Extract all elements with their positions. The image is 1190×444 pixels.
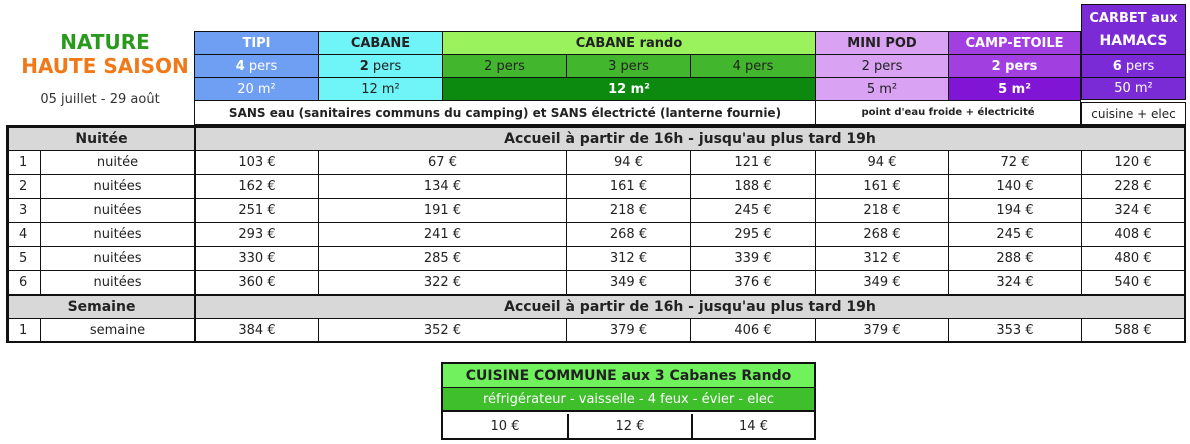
header-carbet-line1: CARBET aux: [1089, 10, 1178, 26]
section-nuitee-accueil: Accueil à partir de 16h - jusqu'au plus tard 19h: [194, 127, 1184, 150]
row-label: nuitées: [40, 198, 194, 222]
price-carbet: 228 €: [1081, 174, 1184, 198]
cuisine-price-3: 12 €: [567, 414, 691, 438]
area-camp-etoile: 5 m²: [948, 77, 1081, 100]
price-carbet: 540 €: [1081, 270, 1184, 294]
price-camp: 194 €: [948, 198, 1081, 222]
pers-tipi: 4 pers: [194, 54, 318, 77]
price-tipi: 162 €: [194, 174, 318, 198]
price-rando3: 218 €: [566, 198, 690, 222]
pers-cabane: 2 pers: [318, 54, 442, 77]
row-number: 2: [8, 174, 40, 198]
row-number: 1: [8, 318, 40, 342]
price-carbet: 480 €: [1081, 246, 1184, 270]
price-camp: 72 €: [948, 150, 1081, 174]
price-minipod: 94 €: [815, 150, 948, 174]
price-tipi: 330 €: [194, 246, 318, 270]
price-camp: 353 €: [948, 318, 1081, 342]
title-haute-saison: HAUTE SAISON: [21, 54, 189, 78]
cuisine-price-4: 14 €: [691, 414, 814, 438]
note-point-eau: point d'eau froide + électricité: [815, 100, 1081, 125]
price-rando4: 245 €: [690, 198, 815, 222]
price-cabane: 67 €: [318, 150, 566, 174]
price-camp: 288 €: [948, 246, 1081, 270]
price-minipod: 161 €: [815, 174, 948, 198]
price-cabane: 322 €: [318, 270, 566, 294]
price-cabane: 241 €: [318, 222, 566, 246]
price-rando3: 312 €: [566, 246, 690, 270]
price-carbet: 408 €: [1081, 222, 1184, 246]
note-sans-eau: SANS eau (sanitaires communs du camping) et SANS électricté (lanterne fournie): [194, 100, 815, 125]
price-camp: 245 €: [948, 222, 1081, 246]
title-nature: NATURE: [60, 30, 150, 54]
pers-rando-2: 2 pers: [442, 54, 566, 77]
price-rando4: 376 €: [690, 270, 815, 294]
row-label: semaine: [40, 318, 194, 342]
row-number: 3: [8, 198, 40, 222]
header-cabane: CABANE: [318, 31, 442, 54]
section-semaine-label: Semaine: [8, 294, 194, 318]
section-nuitee-label: Nuitée: [8, 127, 194, 150]
price-minipod: 218 €: [815, 198, 948, 222]
header-carbet-line2: HAMACS: [1099, 32, 1168, 49]
pers-rando-3: 3 pers: [566, 54, 690, 77]
cuisine-title: CUISINE COMMUNE aux 3 Cabanes Rando: [443, 364, 814, 388]
area-cabane: 12 m²: [318, 77, 442, 100]
row-label: nuitées: [40, 270, 194, 294]
cuisine-subtitle: réfrigérateur - vaisselle - 4 feux - évier - elec: [443, 388, 814, 412]
price-tipi: 384 €: [194, 318, 318, 342]
header-cabane-rando: CABANE rando: [442, 31, 815, 54]
row-label: nuitées: [40, 222, 194, 246]
row-label: nuitées: [40, 174, 194, 198]
pers-camp-etoile: 2 pers: [948, 54, 1081, 77]
price-rando3: 268 €: [566, 222, 690, 246]
price-rando4: 339 €: [690, 246, 815, 270]
header-tipi: TIPI: [194, 31, 318, 54]
price-tipi: 293 €: [194, 222, 318, 246]
price-rando4: 121 €: [690, 150, 815, 174]
note-cuisine-elec: cuisine + elec: [1081, 102, 1186, 125]
price-minipod: 268 €: [815, 222, 948, 246]
pers-mini-pod: 2 pers: [815, 54, 948, 77]
price-rando4: 188 €: [690, 174, 815, 198]
header-carbet: [1081, 4, 1186, 54]
price-carbet: 588 €: [1081, 318, 1184, 342]
pers-carbet: 6 pers: [1081, 54, 1186, 77]
price-cabane: 352 €: [318, 318, 566, 342]
cuisine-price-2: 10 €: [490, 418, 520, 434]
price-cabane: 191 €: [318, 198, 566, 222]
row-number: 1: [8, 150, 40, 174]
section-semaine-accueil: Accueil à partir de 16h - jusqu'au plus tard 19h: [194, 294, 1184, 318]
area-carbet: 50 m²: [1081, 77, 1186, 100]
header-camp-etoile: CAMP-ETOILE: [948, 31, 1081, 54]
price-rando4: 406 €: [690, 318, 815, 342]
header-mini-pod: MINI POD: [815, 31, 948, 54]
price-carbet: 120 €: [1081, 150, 1184, 174]
area-tipi: 20 m²: [194, 77, 318, 100]
price-rando4: 295 €: [690, 222, 815, 246]
season-dates: 05 juillet - 29 août: [40, 92, 160, 107]
area-rando: 12 m²: [442, 77, 815, 100]
row-number: 6: [8, 270, 40, 294]
price-cabane: 134 €: [318, 174, 566, 198]
price-carbet: 324 €: [1081, 198, 1184, 222]
price-minipod: 379 €: [815, 318, 948, 342]
row-label: nuitée: [40, 150, 194, 174]
pers-rando-4: 4 pers: [690, 54, 815, 77]
price-rando3: 379 €: [566, 318, 690, 342]
price-camp: 324 €: [948, 270, 1081, 294]
row-number: 5: [8, 246, 40, 270]
price-camp: 140 €: [948, 174, 1081, 198]
row-label: nuitées: [40, 246, 194, 270]
price-tipi: 251 €: [194, 198, 318, 222]
price-rando3: 94 €: [566, 150, 690, 174]
price-minipod: 349 €: [815, 270, 948, 294]
row-number: 4: [8, 222, 40, 246]
price-rando3: 161 €: [566, 174, 690, 198]
price-rando3: 349 €: [566, 270, 690, 294]
price-minipod: 312 €: [815, 246, 948, 270]
price-cabane: 285 €: [318, 246, 566, 270]
price-tipi: 360 €: [194, 270, 318, 294]
price-tipi: 103 €: [194, 150, 318, 174]
area-mini-pod: 5 m²: [815, 77, 948, 100]
